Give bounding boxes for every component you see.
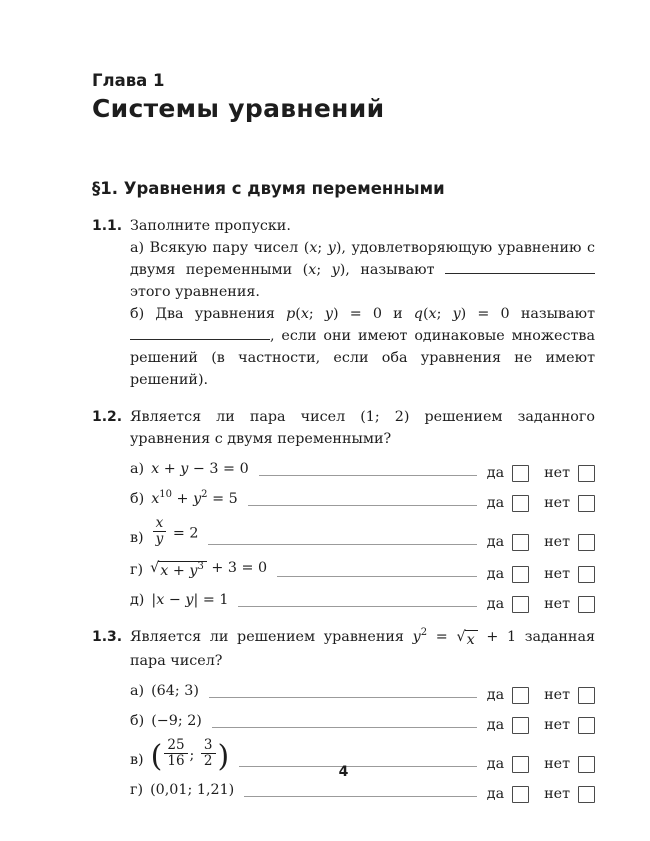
item-equation <box>150 557 267 581</box>
no-label: нет <box>544 534 570 550</box>
exercise <box>92 215 595 391</box>
section-title: §1. Уравнения с двумя переменными <box>92 179 445 198</box>
answer-line[interactable] <box>212 726 477 728</box>
math-text: + <box>168 563 190 579</box>
math-variable: y <box>189 563 198 579</box>
yes-no-group <box>487 686 595 704</box>
exercises-list <box>92 215 595 801</box>
math-variable: p <box>286 306 296 322</box>
exercise-item-row <box>130 680 595 702</box>
math-text: этого уравнения. <box>130 284 260 300</box>
answer-line[interactable] <box>244 795 477 797</box>
exercise-number: 1.3. <box>92 629 123 645</box>
big-parenthesis: ( <box>150 738 163 774</box>
yes-label: да <box>486 534 505 550</box>
yes-checkbox[interactable] <box>512 465 529 482</box>
no-checkbox[interactable] <box>578 717 595 734</box>
item-label: б) <box>130 491 145 507</box>
math-variable: x <box>151 461 160 477</box>
math-text: ; <box>308 306 325 322</box>
fraction-numerator <box>164 738 187 753</box>
math-variable: y <box>324 306 333 322</box>
math-variable: x <box>151 491 160 507</box>
no-label: нет <box>544 465 570 481</box>
answer-line[interactable] <box>238 605 476 607</box>
no-checkbox[interactable] <box>578 465 595 482</box>
math-text: + 1 заданная пара чисел? <box>130 629 595 669</box>
math-text: , если они имеют одинаковые множества решений (в частности, если оба уравнения не имеют решений). <box>130 328 595 388</box>
math-variable: q <box>413 306 423 322</box>
math-text: ( <box>422 306 429 322</box>
radicand <box>158 561 207 581</box>
yes-label: да <box>486 495 505 511</box>
math-variable: x <box>466 632 475 648</box>
math-variable: y <box>412 629 421 645</box>
page-number: 4 <box>338 764 349 780</box>
math-text: ; <box>436 306 453 322</box>
no-label: нет <box>544 786 570 802</box>
math-variable: y <box>327 240 336 256</box>
yes-checkbox[interactable] <box>512 687 529 704</box>
item-label: б) <box>130 713 145 729</box>
math-text: + 3 = 0 <box>206 560 268 576</box>
math-variable: y <box>193 491 202 507</box>
radicand <box>465 630 478 650</box>
exercise-number: 1.1. <box>92 218 123 234</box>
answer-line[interactable] <box>209 696 477 698</box>
exercise-body <box>130 215 595 391</box>
yes-checkbox[interactable] <box>512 717 529 734</box>
item-label: в) <box>130 530 144 546</box>
no-checkbox[interactable] <box>578 596 595 613</box>
sqrt-radical <box>456 630 477 650</box>
yes-checkbox[interactable] <box>512 786 529 803</box>
answer-line[interactable] <box>277 575 477 577</box>
yes-checkbox[interactable] <box>512 596 529 613</box>
exercise-prompt <box>130 626 595 672</box>
yes-label: да <box>486 756 505 772</box>
math-superscript: 2 <box>420 627 428 639</box>
math-text: ) = 0 называют <box>460 306 595 322</box>
math-text: 16 <box>167 753 185 769</box>
fill-in-blank[interactable] <box>445 262 595 274</box>
math-text: − <box>164 592 186 608</box>
math-variable: y <box>185 592 194 608</box>
answer-line[interactable] <box>208 543 476 545</box>
exercise-intro: Заполните пропуски. <box>130 218 291 234</box>
radical-sign-icon: √ <box>456 629 466 645</box>
math-variable: y <box>155 531 164 547</box>
exercise-prompt <box>130 406 595 450</box>
math-variable: x <box>160 563 169 579</box>
exercise-paragraph <box>130 303 595 391</box>
math-text: = 5 <box>207 491 238 507</box>
math-text: Является ли решением уравнения <box>130 629 413 645</box>
math-variable: y <box>180 461 189 477</box>
math-text: (0,01; 1,21) <box>150 782 235 798</box>
no-checkbox[interactable] <box>578 495 595 512</box>
math-variable: y <box>331 262 340 278</box>
yes-no-group <box>487 533 595 551</box>
exercise-paragraph <box>130 237 595 303</box>
math-text: = <box>427 629 457 645</box>
yes-no-group <box>487 494 595 512</box>
no-checkbox[interactable] <box>578 786 595 803</box>
math-variable: x <box>300 306 309 322</box>
math-text: (64; 3) <box>151 683 199 699</box>
math-text: б) Два уравнения <box>130 306 287 322</box>
yes-no-group <box>487 565 595 583</box>
yes-no-group <box>487 595 595 613</box>
chapter-label: Глава 1 <box>92 71 165 90</box>
exercise-number: 1.2. <box>92 409 123 425</box>
chapter-title: Системы уравнений <box>92 94 385 123</box>
item-equation <box>151 589 228 611</box>
item-label: а) <box>130 683 145 699</box>
yes-label: да <box>486 717 505 733</box>
yes-checkbox[interactable] <box>512 495 529 512</box>
item-equation <box>151 515 199 549</box>
answer-line[interactable] <box>259 474 477 476</box>
no-label: нет <box>544 756 570 772</box>
yes-label: да <box>486 786 505 802</box>
math-variable: x <box>308 262 317 278</box>
math-text: ; <box>189 747 199 764</box>
item-label: г) <box>130 562 144 578</box>
no-label: нет <box>544 495 570 511</box>
no-checkbox[interactable] <box>578 566 595 583</box>
fraction <box>153 516 167 547</box>
item-equation <box>151 488 238 510</box>
item-label: в) <box>130 752 144 768</box>
exercise-item-row <box>130 589 595 611</box>
math-superscript: 10 <box>159 489 172 501</box>
math-text: = 2 <box>168 525 199 542</box>
math-text: ( <box>295 306 301 322</box>
yes-no-group <box>487 785 595 803</box>
math-text: 2 <box>203 753 213 769</box>
math-text: ), называют <box>339 262 445 278</box>
fill-in-blank[interactable] <box>130 328 270 340</box>
math-text: 3 <box>203 737 213 753</box>
big-parenthesis: ) <box>217 738 230 774</box>
exercise-item-row <box>130 458 595 480</box>
yes-no-group <box>487 464 595 482</box>
math-text: (−9; 2) <box>151 713 202 729</box>
fraction-numerator <box>201 738 216 753</box>
item-equation <box>151 458 249 480</box>
no-checkbox[interactable] <box>578 687 595 704</box>
math-variable: x <box>156 592 165 608</box>
exercise-item-row <box>130 488 595 510</box>
math-variable: x <box>155 515 164 531</box>
yes-label: да <box>486 596 505 612</box>
math-superscript: 2 <box>201 489 208 501</box>
math-text: + <box>172 491 194 507</box>
exercise-item-row <box>130 515 595 550</box>
exercise-body <box>130 406 595 611</box>
item-equation <box>151 710 202 732</box>
item-label: д) <box>130 592 145 608</box>
no-label: нет <box>544 566 570 582</box>
math-text: а) Всякую пару чисел ( <box>130 240 310 256</box>
math-text: + <box>159 461 181 477</box>
yes-checkbox[interactable] <box>512 534 529 551</box>
yes-no-group <box>487 716 595 734</box>
fraction-denominator <box>153 531 167 547</box>
item-equation <box>151 680 199 702</box>
fraction-numerator <box>153 516 167 531</box>
chapter-header <box>92 70 595 124</box>
math-text: ; <box>317 240 328 256</box>
no-label: нет <box>544 596 570 612</box>
math-text: | <box>151 592 157 608</box>
yes-label: да <box>486 687 505 703</box>
no-label: нет <box>544 717 570 733</box>
exercise-item-row <box>130 710 595 732</box>
radical-sign-icon: √ <box>150 560 160 576</box>
yes-label: да <box>486 566 505 582</box>
item-label: а) <box>130 461 145 477</box>
page-footer <box>92 761 595 783</box>
math-text: Является ли пара чисел (1; 2) решением заданного уравнения с двумя переменными? <box>130 409 595 447</box>
math-text: | = 1 <box>193 592 229 608</box>
math-text: ) = 0 и <box>332 306 414 322</box>
math-text: ), удовлетворяющую уравнению с двумя переменными ( <box>130 240 595 278</box>
no-checkbox[interactable] <box>578 534 595 551</box>
math-variable: x <box>428 306 437 322</box>
math-text: 25 <box>167 737 185 753</box>
exercise <box>92 406 595 611</box>
math-variable: y <box>452 306 461 322</box>
math-superscript: 3 <box>197 561 204 573</box>
yes-label: да <box>486 465 505 481</box>
math-variable: x <box>309 240 318 256</box>
item-label: г) <box>130 782 144 798</box>
answer-line[interactable] <box>248 504 477 506</box>
math-text: − 3 = 0 <box>188 461 249 477</box>
yes-checkbox[interactable] <box>512 566 529 583</box>
sqrt-radical <box>150 561 207 581</box>
math-text: ; <box>316 262 332 278</box>
exercise-item-row <box>130 557 595 581</box>
no-label: нет <box>544 687 570 703</box>
